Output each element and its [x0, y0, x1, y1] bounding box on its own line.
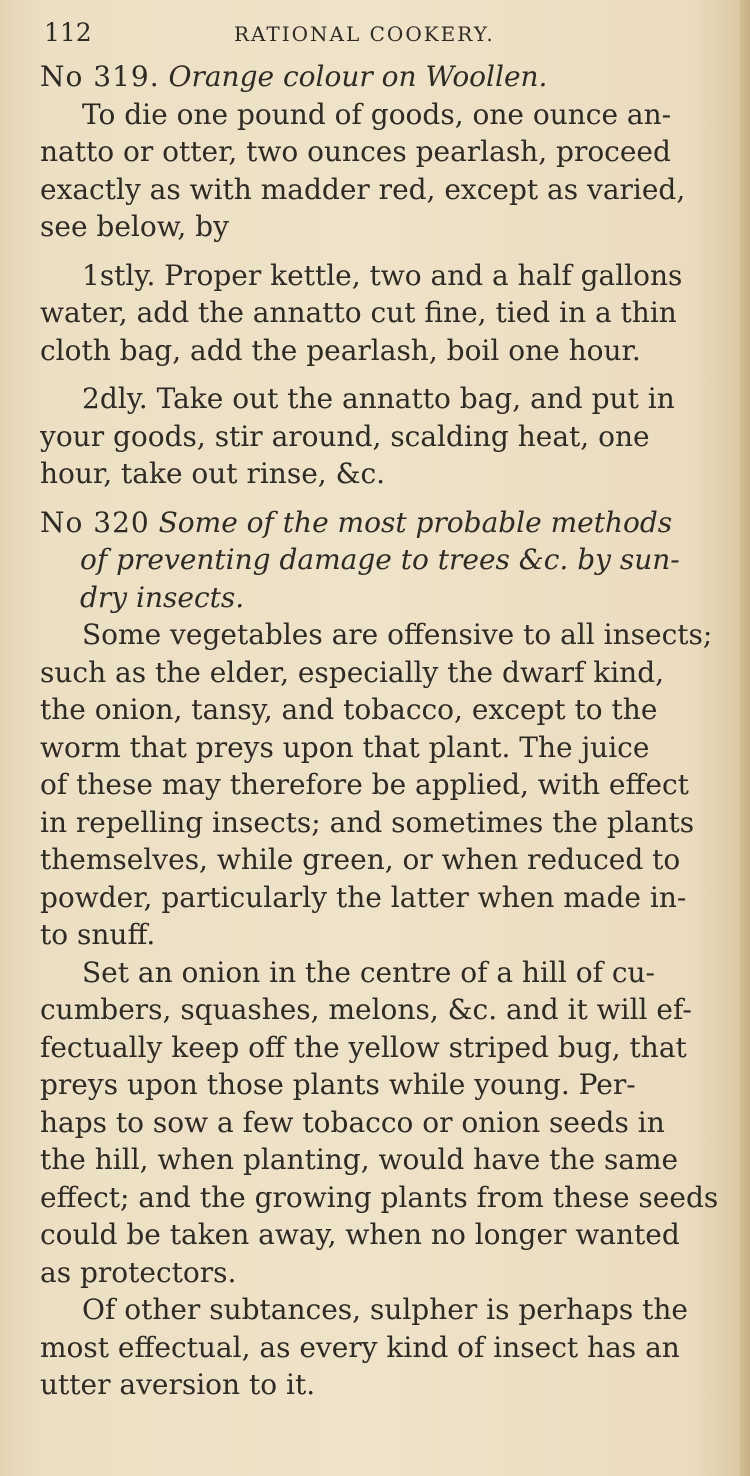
paragraph	[40, 1291, 730, 1404]
text-line: exactly as with madder red, except as varied,	[40, 172, 686, 206]
text-line: hour, take out rinse, &c.	[40, 457, 386, 490]
heading-line	[40, 504, 730, 542]
recipe-title: Some of the most probable methods	[158, 505, 673, 539]
text-line: the hill, when planting, would have the same	[40, 1143, 679, 1176]
text-line: your goods, stir around, scalding heat, one	[40, 419, 650, 453]
text-line: preys upon those plants while young. Per-	[40, 1068, 636, 1101]
text-line: in repelling insects; and sometimes the plants	[40, 805, 695, 839]
recipe-number: No 320	[40, 505, 150, 539]
recipe-title: dry insects.	[80, 580, 245, 614]
text-line: powder, particularly the latter when made in-	[40, 880, 687, 914]
text-line: water, add the annatto cut fine, tied in a thin	[40, 296, 677, 329]
text-line: of these may therefore be applied, with effect	[40, 768, 689, 801]
text-line: fectually keep off the yellow striped bug, that	[40, 1030, 687, 1064]
recipe-number: No 319.	[40, 60, 160, 93]
text-line: haps to sow a few tobacco or onion seeds in	[40, 1105, 665, 1139]
text-line: could be taken away, when no longer wanted	[40, 1218, 680, 1251]
text-line: utter aversion to it.	[40, 1368, 316, 1401]
recipe-title: Orange colour on Woollen.	[168, 60, 548, 93]
text-line: Of other subtances, sulpher is perhaps the	[82, 1293, 688, 1326]
text-line: 2dly. Take out the annatto bag, and put in	[82, 382, 675, 415]
recipe-320-heading	[40, 504, 730, 617]
paragraph	[40, 257, 730, 370]
recipe-title: of preventing damage to trees &c. by sun-	[80, 543, 680, 576]
text-line: such as the elder, especially the dwarf kind,	[40, 655, 665, 689]
text-line: 1stly. Proper kettle, two and a half gallons	[82, 258, 683, 292]
text-line: cloth bag, add the pearlash, boil one hour.	[40, 333, 641, 367]
page-number: 112	[44, 18, 92, 47]
page-header	[44, 18, 724, 52]
page-edge	[740, 0, 750, 1476]
text-line: natto or otter, two ounces pearlash, proceed	[40, 135, 671, 168]
text-line: Set an onion in the centre of a hill of cu-	[82, 955, 656, 989]
paragraph	[40, 954, 730, 1292]
text-line: Some vegetables are offensive to all insects;	[82, 618, 713, 651]
recipe-319-heading	[40, 58, 730, 96]
text-line: the onion, tansy, and tobacco, except to the	[40, 693, 658, 726]
text-line: as protectors.	[40, 1255, 237, 1289]
text-line: worm that preys upon that plant. The juice	[40, 730, 650, 764]
text-line: effect; and the growing plants from these seeds	[40, 1180, 719, 1214]
text-line: cumbers, squashes, melons, &c. and it will ef-	[40, 993, 692, 1026]
text-line: see below, by	[40, 210, 229, 243]
paragraph	[40, 380, 730, 493]
text-line: To die one pound of goods, one ounce an-	[82, 97, 672, 131]
paragraph	[40, 616, 730, 954]
text-line: most effectual, as every kind of insect has an	[40, 1330, 680, 1364]
paragraph	[40, 96, 730, 246]
page-body	[40, 58, 730, 1404]
text-line: to snuff.	[40, 918, 156, 951]
text-line: themselves, while green, or when reduced to	[40, 843, 681, 876]
running-title: RATIONAL COOKERY.	[234, 22, 495, 46]
